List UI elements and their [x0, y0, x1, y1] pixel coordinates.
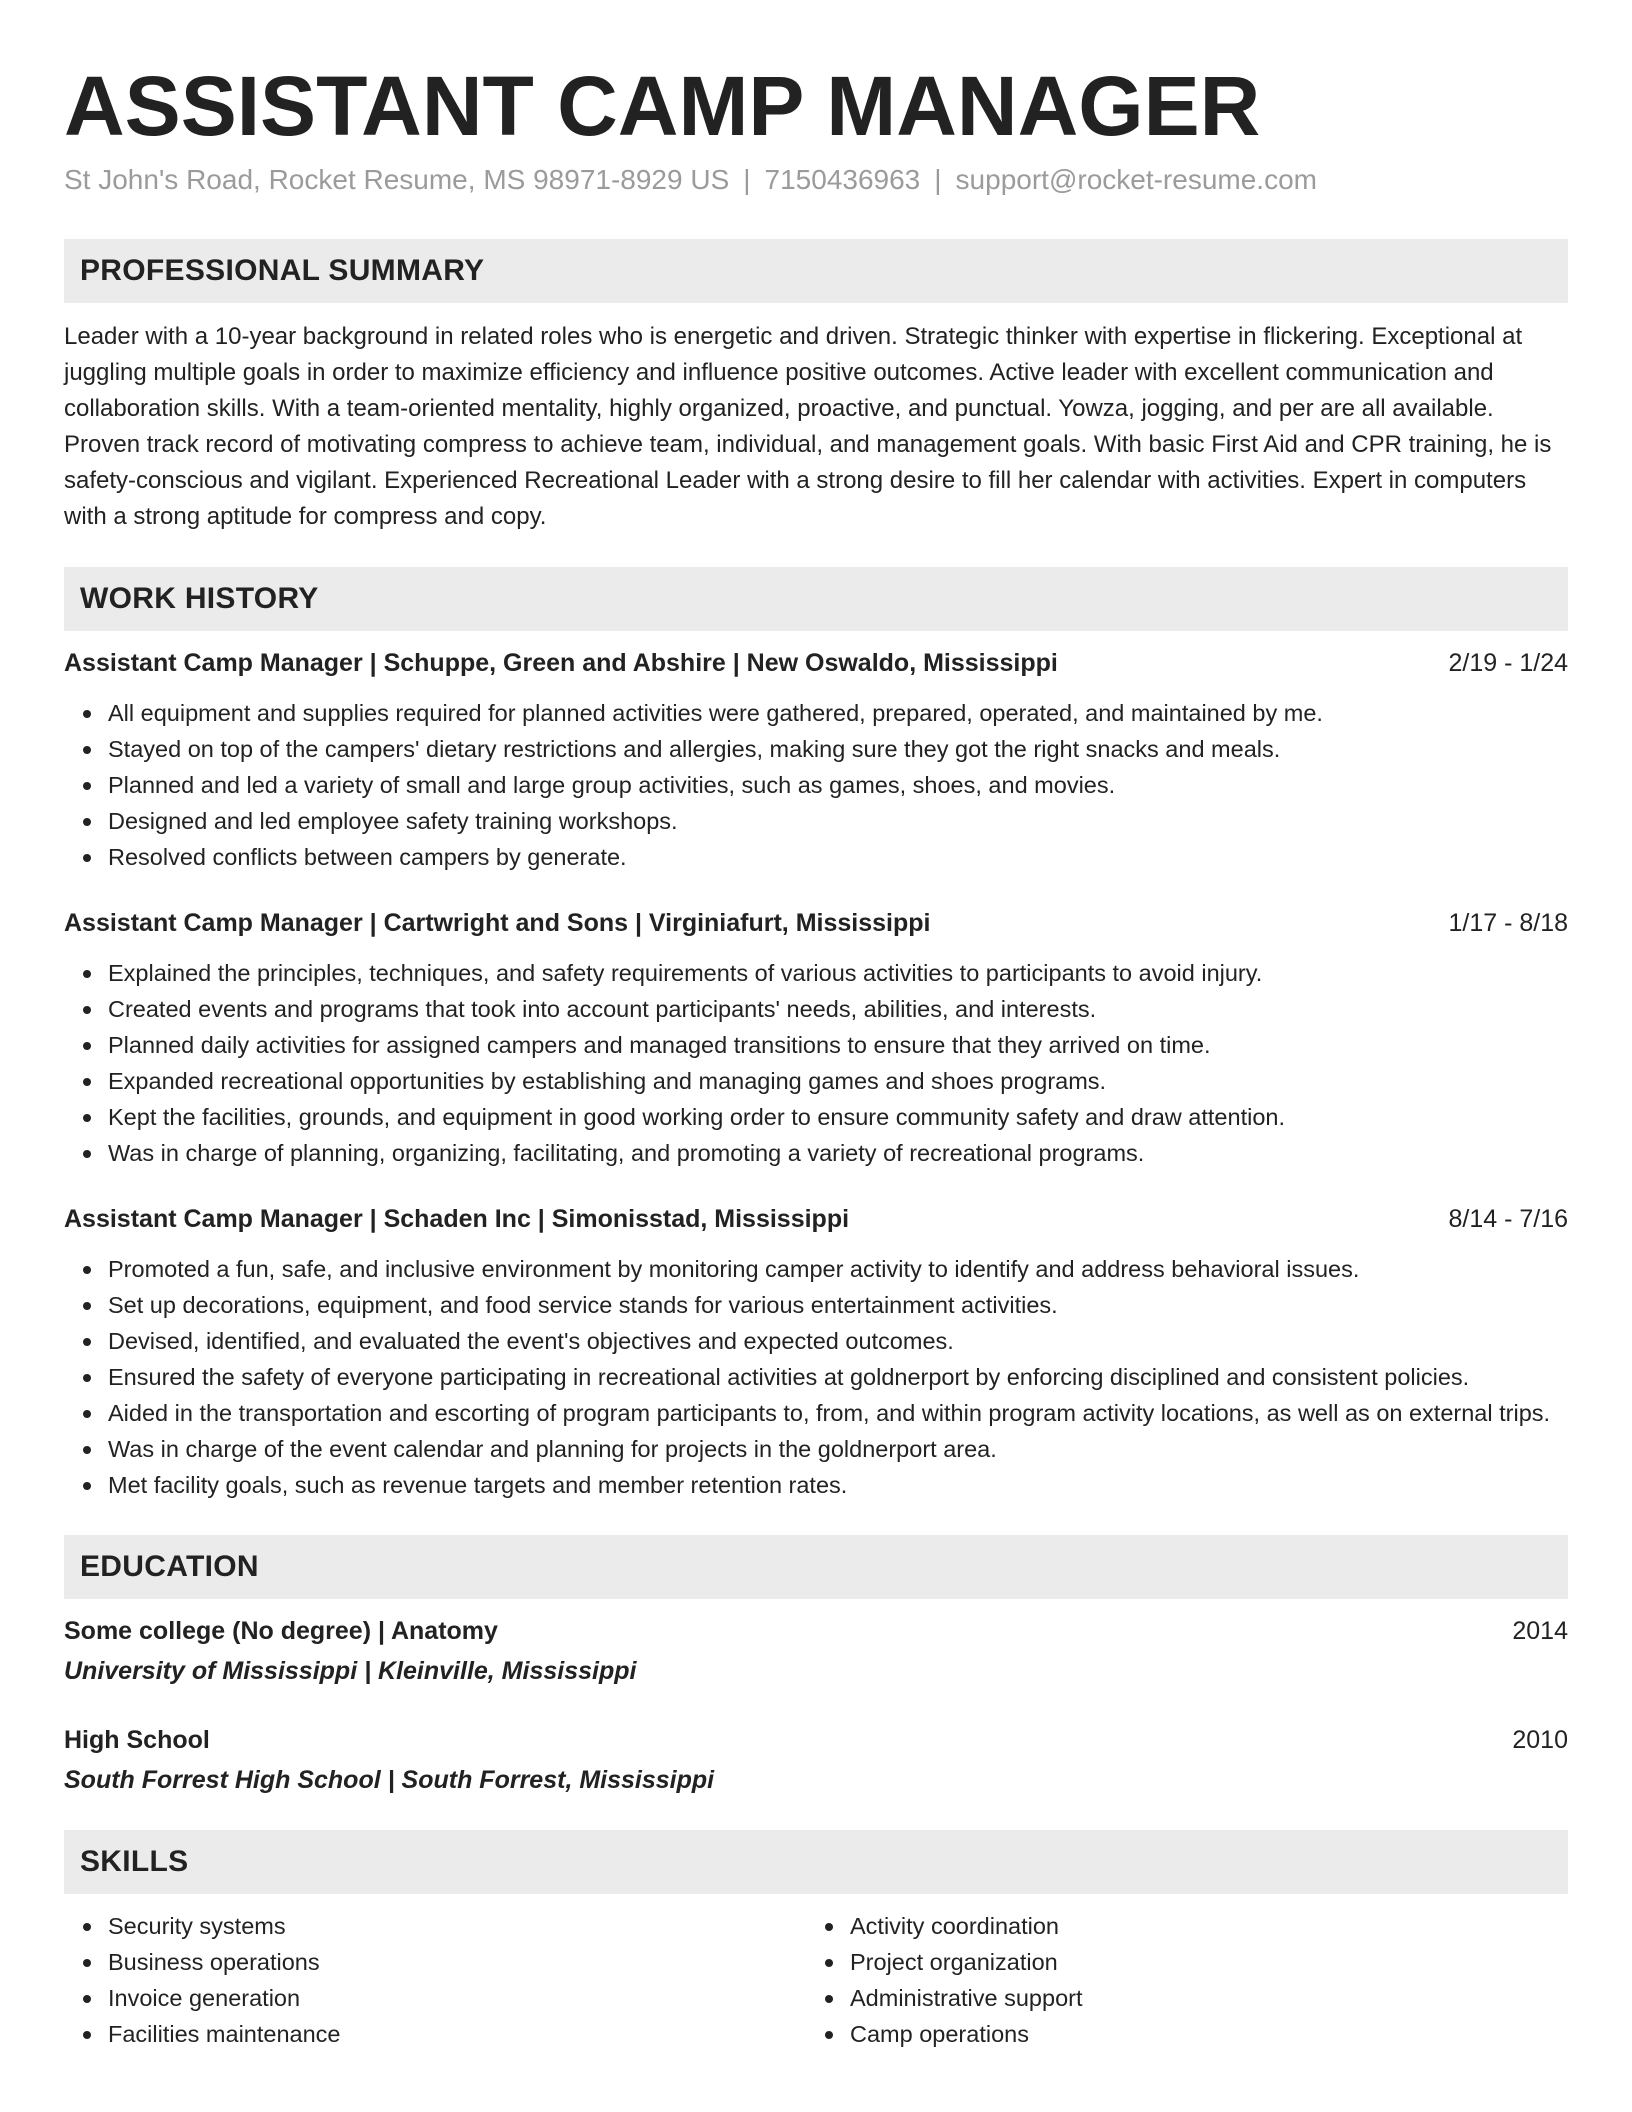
contact-line — [64, 162, 1568, 198]
job-bullets — [64, 955, 1568, 1171]
list-item: Facilities maintenance — [108, 2016, 806, 2052]
section-header-education: EDUCATION — [64, 1535, 1568, 1599]
education-school: South Forrest High School | South Forrest, Mississippi — [64, 1766, 715, 1794]
list-item: Was in charge of the event calendar and planning for projects in the goldnerport area. — [108, 1431, 1568, 1467]
list-item: Planned daily activities for assigned campers and managed transitions to ensure that they arrived on time. — [108, 1027, 1568, 1063]
job-bullets — [64, 695, 1568, 875]
education-degree: Some college (No degree) | Anatomy — [64, 1617, 498, 1645]
skills-list — [64, 1908, 806, 2052]
section-header-summary: PROFESSIONAL SUMMARY — [64, 239, 1568, 303]
summary-text: Leader with a 10-year background in related roles who is energetic and driven. Strategic thinker with expertise in flickering. Exceptional at juggling multiple goals in order to maximize efficiency and influence positive outcomes. Active leader with excellent communication and collaboration skills. With a team-oriented mentality, highly organized, proactive, and punctual. Yowza, jogging, and per are all available. Proven track record of motivating compress to achieve team, individual, and management goals. With basic First Aid and CPR training, he is safety-conscious and vigilant. Experienced Recreational Leader with a strong desire to fill her calendar with activities. Expert in computers with a strong aptitude for compress and copy. — [64, 323, 1552, 530]
job-heading — [64, 905, 1568, 941]
list-item: Explained the principles, techniques, and safety requirements of various activities to participants to avoid injury. — [108, 955, 1568, 991]
section-header-work-history: WORK HISTORY — [64, 567, 1568, 631]
skills-column-right — [806, 1908, 1548, 2052]
email-link[interactable]: support@rocket-resume.com — [955, 164, 1317, 195]
address: St John's Road, Rocket Resume, MS 98971-8929 US — [64, 164, 730, 195]
resume-page — [64, 0, 1568, 2052]
skills-list — [806, 1908, 1548, 2052]
job-dates: 2/19 - 1/24 — [1448, 649, 1568, 677]
list-item: Business operations — [108, 1944, 806, 1980]
education-degree: High School — [64, 1726, 210, 1754]
education-heading — [64, 1611, 1568, 1651]
candidate-title: ASSISTANT CAMP MANAGER — [64, 59, 1261, 153]
list-item: Designed and led employee safety training workshops. — [108, 803, 1568, 839]
job-entry — [64, 645, 1568, 875]
job-dates: 1/17 - 8/18 — [1448, 909, 1568, 937]
list-item: Promoted a fun, safe, and inclusive environment by monitoring camper activity to identify and address behavioral issues. — [108, 1251, 1568, 1287]
list-item: Ensured the safety of everyone participating in recreational activities at goldnerport by enforcing disciplined and consistent policies. — [108, 1359, 1568, 1395]
list-item: Activity coordination — [850, 1908, 1548, 1944]
job-title: Assistant Camp Manager | Cartwright and Sons | Virginiafurt, Mississippi — [64, 909, 931, 937]
list-item: Security systems — [108, 1908, 806, 1944]
skills-grid — [64, 1908, 1568, 2052]
education-year: 2014 — [1512, 1617, 1568, 1645]
list-item: Was in charge of planning, organizing, facilitating, and promoting a variety of recreational programs. — [108, 1135, 1568, 1171]
education-entry — [64, 1720, 1568, 1800]
skills-column-left — [64, 1908, 806, 2052]
list-item: Administrative support — [850, 1980, 1548, 2016]
list-item: Resolved conflicts between campers by generate. — [108, 839, 1568, 875]
list-item: All equipment and supplies required for planned activities were gathered, prepared, operated, and maintained by me. — [108, 695, 1568, 731]
job-title: Assistant Camp Manager | Schuppe, Green and Abshire | New Oswaldo, Mississippi — [64, 649, 1058, 677]
list-item: Set up decorations, equipment, and food service stands for various entertainment activities. — [108, 1287, 1568, 1323]
list-item: Project organization — [850, 1944, 1548, 1980]
section-header-skills: SKILLS — [64, 1830, 1568, 1894]
list-item: Devised, identified, and evaluated the event's objectives and expected outcomes. — [108, 1323, 1568, 1359]
contact-separator: | — [934, 164, 942, 195]
education-entry — [64, 1611, 1568, 1691]
job-title: Assistant Camp Manager | Schaden Inc | Simonisstad, Mississippi — [64, 1205, 850, 1233]
list-item: Invoice generation — [108, 1980, 806, 2016]
education-school: University of Mississippi | Kleinville, Mississippi — [64, 1657, 637, 1685]
phone: 7150436963 — [764, 164, 921, 195]
education-heading — [64, 1720, 1568, 1760]
list-item: Aided in the transportation and escorting of program participants to, from, and within program activity locations, as well as on external trips. — [108, 1395, 1568, 1431]
list-item: Planned and led a variety of small and large group activities, such as games, shoes, and movies. — [108, 767, 1568, 803]
list-item: Stayed on top of the campers' dietary restrictions and allergies, making sure they got the right snacks and meals. — [108, 731, 1568, 767]
job-heading — [64, 1201, 1568, 1237]
job-heading — [64, 645, 1568, 681]
list-item: Expanded recreational opportunities by establishing and managing games and shoes programs. — [108, 1063, 1568, 1099]
list-item: Met facility goals, such as revenue targets and member retention rates. — [108, 1467, 1568, 1503]
contact-separator: | — [743, 164, 751, 195]
job-dates: 8/14 - 7/16 — [1448, 1205, 1568, 1233]
list-item: Kept the facilities, grounds, and equipment in good working order to ensure community safety and draw attention. — [108, 1099, 1568, 1135]
job-entry — [64, 905, 1568, 1171]
job-bullets — [64, 1251, 1568, 1503]
list-item: Created events and programs that took into account participants' needs, abilities, and interests. — [108, 991, 1568, 1027]
list-item: Camp operations — [850, 2016, 1548, 2052]
job-entry — [64, 1201, 1568, 1503]
education-year: 2010 — [1512, 1726, 1568, 1754]
